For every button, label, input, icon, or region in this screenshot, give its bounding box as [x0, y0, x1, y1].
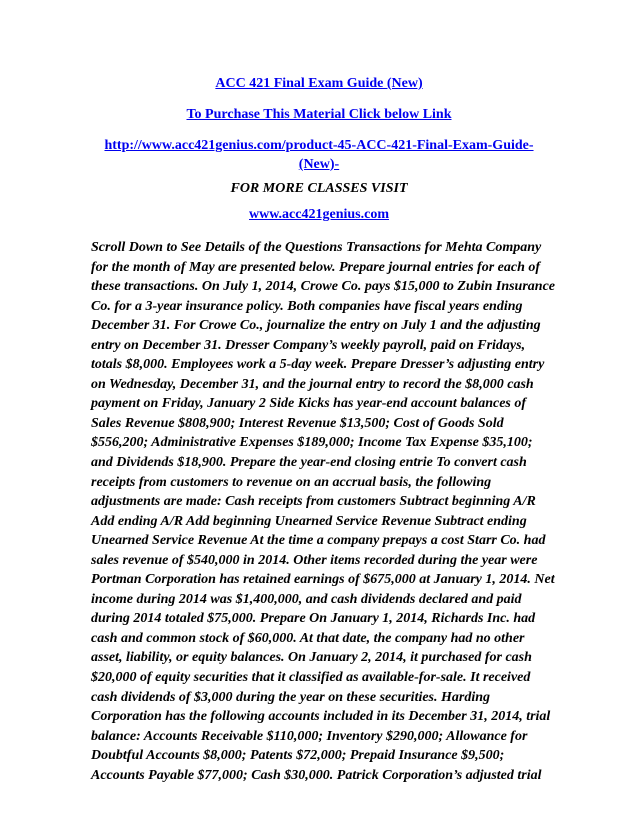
body-line: totals $8,000. Employees work a 5-day week. Prepare Dresser’s adjusting entry [91, 357, 545, 373]
body-line: entry on December 31. Dresser Company’s weekly payroll, paid on Fridays, [91, 337, 526, 353]
product-url-line-2[interactable]: (New)- [298, 157, 340, 172]
doc-title[interactable]: ACC 421 Final Exam Guide (New) [215, 76, 423, 91]
body-line: for the month of May are presented below. Prepare journal entries for each of [91, 259, 541, 275]
body-line: and Dividends $18,900. Prepare the year-end closing entrie To convert cash [91, 455, 527, 471]
body-line: receipts from customers to revenue on an accrual basis, the following [91, 474, 492, 490]
body-line: payment on Friday, January 2 Side Kicks has year-end account balances of [91, 396, 527, 412]
body-line: these transactions. On July 1, 2014, Crowe Co. pays $15,000 to Zubin Insurance [91, 279, 556, 295]
body-line: Sales Revenue $808,900; Interest Revenue $13,500; Cost of Goods Sold [91, 415, 504, 431]
body-line: asset, liability, or equity balances. On January 2, 2014, it purchased for cash [91, 650, 532, 666]
body-line: on Wednesday, December 31, and the journal entry to record the $8,000 cash [91, 376, 534, 392]
body-line: Add ending A/R Add beginning Unearned Service Revenue Subtract ending [91, 513, 527, 529]
product-url-line-1[interactable]: http://www.acc421genius.com/product-45-ACC-421-Final-Exam-Guide- [104, 138, 534, 153]
body-line: sales revenue of $540,000 in 2014. Other items recorded during the year were [91, 552, 538, 568]
body-line: Doubtful Accounts $8,000; Patents $72,000; Prepaid Insurance $9,500; [91, 748, 505, 764]
body-line: during 2014 totaled $75,000. Prepare On January 1, 2014, Richards Inc. had [91, 611, 536, 627]
body-line: balance: Accounts Receivable $110,000; Inventory $290,000; Allowance for [91, 728, 528, 744]
body-line: Unearned Service Revenue At the time a company prepays a cost Starr Co. had [91, 533, 546, 549]
purchase-link[interactable]: To Purchase This Material Click below Link [186, 107, 452, 122]
body-line: Accounts Payable $77,000; Cash $30,000. Patrick Corporation’s adjusted trial [91, 767, 542, 783]
body-line: $20,000 of equity securities that it classified as available-for-sale. It received [91, 670, 531, 686]
body-line: Corporation has the following accounts included in its December 31, 2014, trial [91, 709, 551, 725]
body-line: income during 2014 was $1,400,000, and cash dividends declared and paid [91, 591, 522, 607]
body-line: Portman Corporation has retained earnings of $675,000 at January 1, 2014. Net [91, 572, 555, 588]
body-line: cash and common stock of $60,000. At that date, the company had no other [91, 630, 525, 646]
site-url[interactable]: www.acc421genius.com [249, 207, 389, 222]
body-line: Scroll Down to See Details of the Questions Transactions for Mehta Company [91, 240, 542, 255]
body-line: adjustments are made: Cash receipts from customers Subtract beginning A/R [91, 494, 536, 510]
body-paragraph [91, 238, 581, 785]
body-line: $556,200; Administrative Expenses $189,000; Income Tax Expense $35,100; [91, 435, 533, 451]
body-line: December 31. For Crowe Co., journalize the entry on July 1 and the adjusting [91, 318, 541, 334]
more-classes-heading: FOR MORE CLASSES VISIT [230, 181, 408, 196]
body-line: Co. for a 3-year insurance policy. Both companies have fiscal years ending [91, 298, 523, 314]
body-line: cash dividends of $3,000 during the year on these securities. Harding [91, 689, 491, 705]
